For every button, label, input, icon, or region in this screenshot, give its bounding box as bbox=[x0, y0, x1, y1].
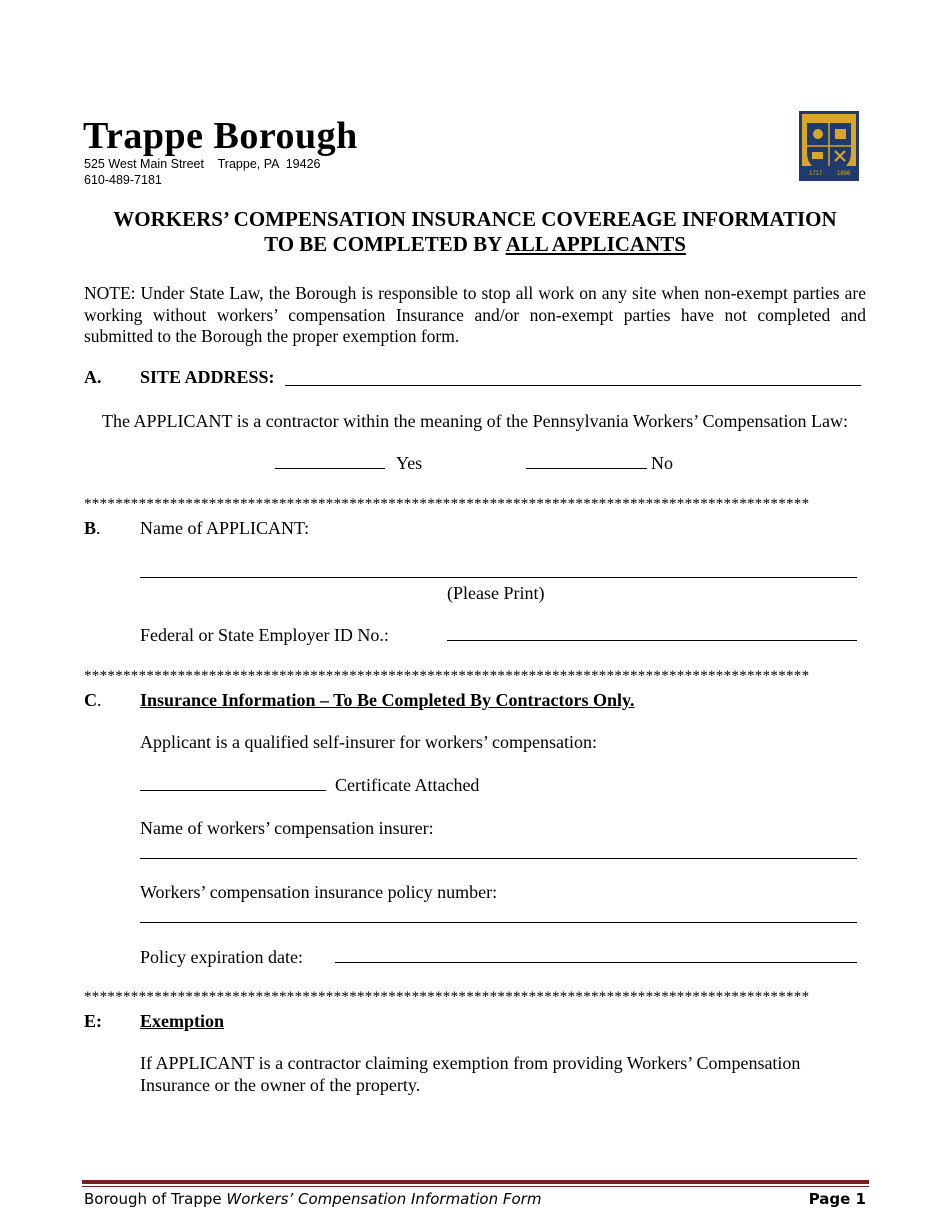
footer-rule bbox=[82, 1180, 869, 1184]
contractor-yes-field[interactable] bbox=[275, 453, 385, 469]
exemption-text-line2: Insurance or the owner of the property. bbox=[140, 1075, 421, 1095]
contractor-no-label: No bbox=[651, 453, 673, 473]
footer-rule-thin bbox=[82, 1186, 869, 1187]
section-b-letter: B. bbox=[84, 518, 101, 538]
all-applicants-emphasis: ALL APPLICANTS bbox=[505, 232, 686, 256]
separator: ********************************************************************************************* bbox=[84, 989, 810, 1005]
form-title-line2: TO BE COMPLETED BY ALL APPLICANTS bbox=[264, 232, 686, 256]
policy-expiration-field[interactable] bbox=[335, 947, 857, 963]
site-address-field[interactable] bbox=[285, 370, 861, 386]
contractor-no-field[interactable] bbox=[526, 453, 647, 469]
org-address: 525 West Main Street Trappe, PA 19426 bbox=[84, 157, 321, 171]
exemption-text-line1: If APPLICANT is a contractor claiming exemption from providing Workers’ Compensation bbox=[140, 1053, 801, 1073]
site-address-label: SITE ADDRESS: bbox=[140, 367, 275, 387]
contractor-statement: The APPLICANT is a contractor within the meaning of the Pennsylvania Workers’ Compensation Law: bbox=[102, 411, 848, 431]
page-number: Page 1 bbox=[808, 1190, 866, 1208]
insurer-name-field[interactable] bbox=[140, 843, 857, 859]
exemption-heading: Exemption bbox=[140, 1011, 225, 1031]
certificate-attached-label: Certificate Attached bbox=[335, 775, 480, 795]
section-e-letter: E: bbox=[84, 1011, 102, 1031]
footer-form-name: Borough of Trappe Workers’ Compensation Information Form bbox=[84, 1190, 542, 1208]
org-name-logo: Trappe Borough bbox=[83, 115, 358, 157]
applicant-name-label: Name of APPLICANT: bbox=[140, 518, 310, 538]
org-phone: 610-489-7181 bbox=[84, 173, 162, 187]
self-insurer-label: Applicant is a qualified self-insurer for workers’ compensation: bbox=[140, 732, 598, 752]
seal-year-left: 1717 bbox=[809, 171, 823, 177]
insurer-name-label: Name of workers’ compensation insurer: bbox=[140, 818, 434, 838]
seal-year-right: 1896 bbox=[837, 171, 851, 177]
policy-expiration-label: Policy expiration date: bbox=[140, 947, 303, 967]
employer-id-field[interactable] bbox=[447, 625, 857, 641]
section-c-letter: C. bbox=[84, 690, 102, 710]
please-print-hint: (Please Print) bbox=[447, 583, 545, 603]
employer-id-label: Federal or State Employer ID No.: bbox=[140, 625, 389, 645]
legal-note: NOTE: Under State Law, the Borough is responsible to stop all work on any site when non-exempt parties are working without workers’ compensation Insurance and/or non-exempt parties have not completed and submitted to the Borough the proper exemption form. bbox=[84, 283, 866, 346]
borough-seal bbox=[799, 111, 859, 181]
policy-number-field[interactable] bbox=[140, 907, 857, 923]
insurance-info-heading: Insurance Information – To Be Completed By Contractors Only. bbox=[140, 690, 635, 710]
contractor-yes-label: Yes bbox=[396, 453, 423, 473]
separator: ********************************************************************************************* bbox=[84, 668, 810, 684]
section-a-letter: A. bbox=[84, 367, 102, 387]
separator: ********************************************************************************************* bbox=[84, 496, 810, 512]
applicant-name-field[interactable] bbox=[140, 562, 857, 578]
certificate-attached-field[interactable] bbox=[140, 775, 326, 791]
form-title-line1: WORKERS’ COMPENSATION INSURANCE COVEREAGE INFORMATION bbox=[113, 207, 837, 231]
policy-number-label: Workers’ compensation insurance policy number: bbox=[140, 882, 498, 902]
